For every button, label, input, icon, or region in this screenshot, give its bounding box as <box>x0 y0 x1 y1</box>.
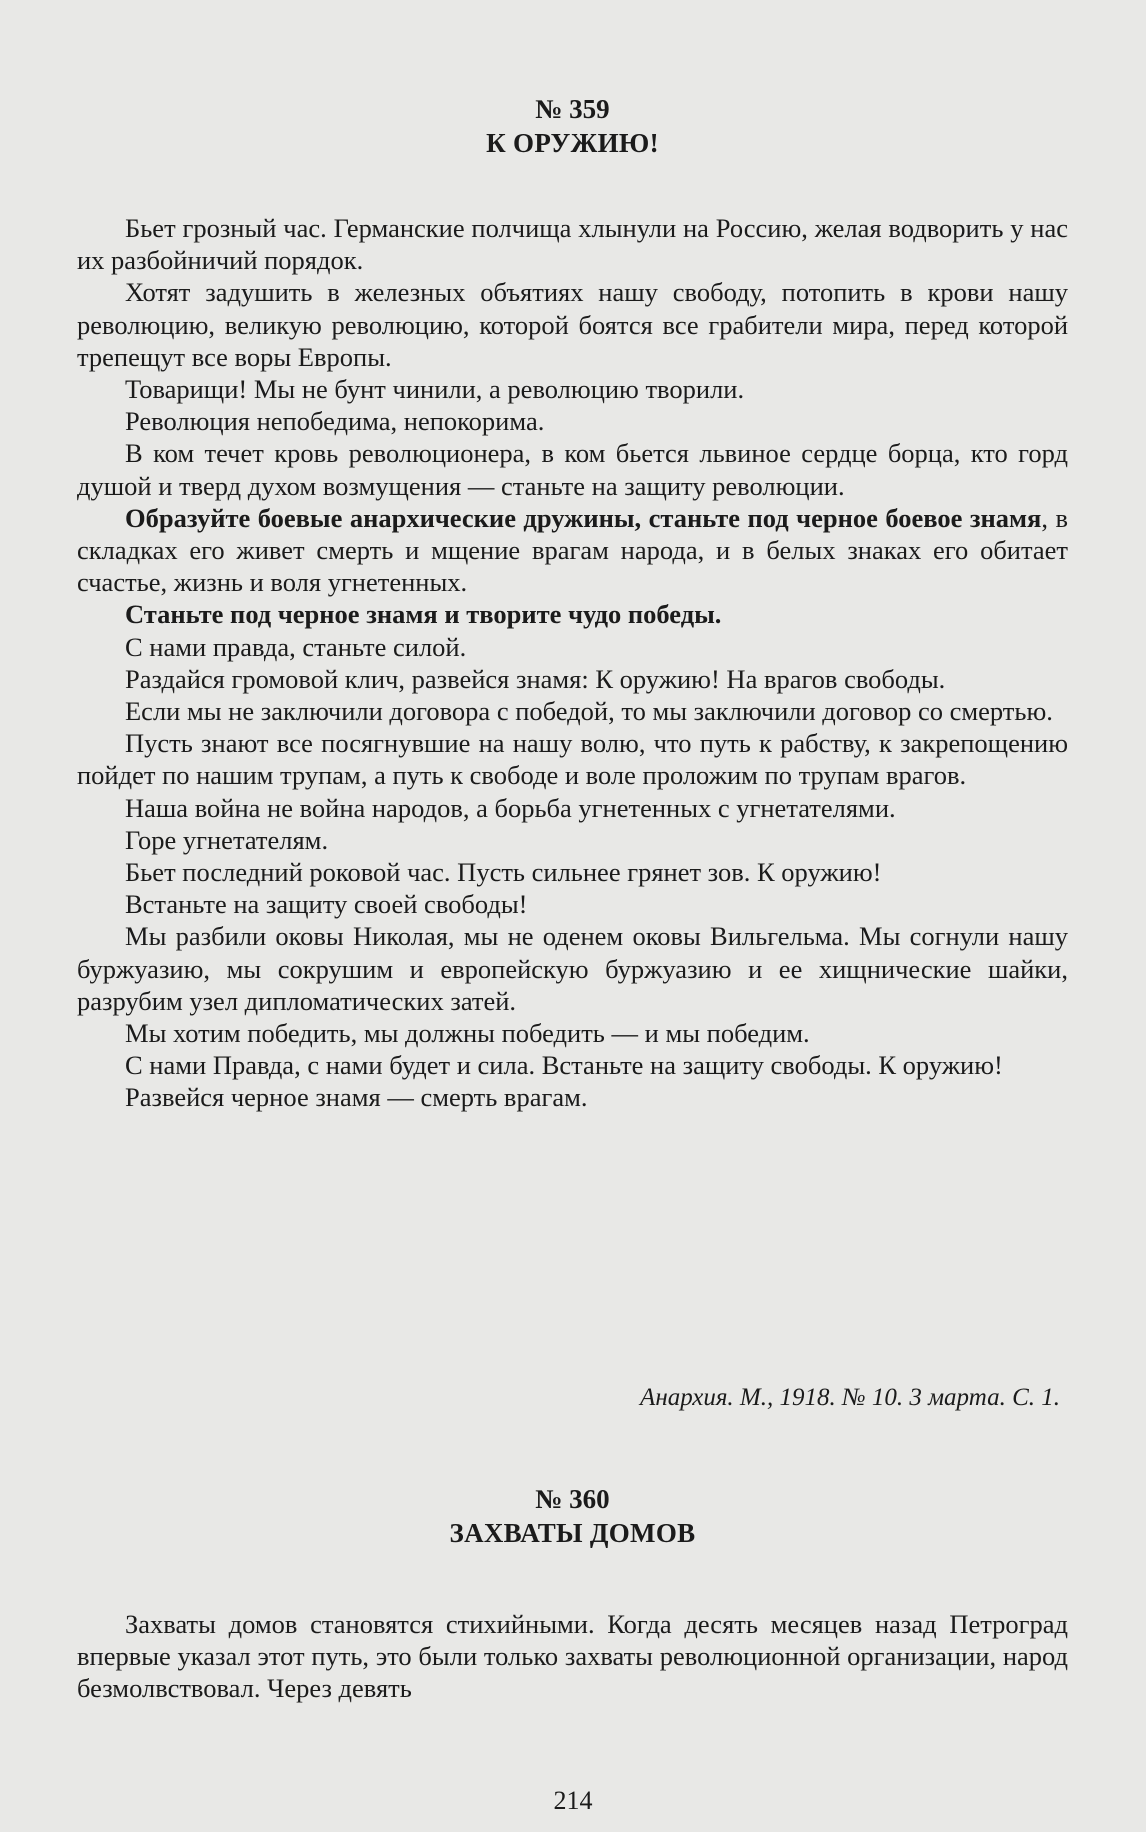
text: Бьет последний роковой час. Пусть сильнее грянет зов. К оружию! <box>125 857 882 888</box>
document-title: ЗАХВАТЫ ДОМОВ <box>449 1518 696 1548</box>
text: Развейся черное знамя — смерть врагам. <box>125 1082 588 1113</box>
paragraph <box>77 1017 1068 1049</box>
text: Мы разбили оковы Николая, мы не оденем оковы Вильгельма. Мы согнули нашу буржуазию, мы сокрушим и европейскую буржуазию и ее хищнические шайки, разрубим узел дипломатических затей. <box>77 921 1068 1016</box>
paragraph <box>77 727 1068 791</box>
bold-text: Станьте под черное знамя и творите чудо победы. <box>125 599 722 630</box>
document-360-header <box>77 1482 1068 1550</box>
page-number: 214 <box>553 1786 593 1815</box>
text: С нами правда, станьте силой. <box>125 631 467 662</box>
source-citation: Анархия. М., 1918. № 10. 3 марта. С. 1. <box>640 1384 1060 1411</box>
text: В ком течет кровь революционера, в ком бьется львиное сердце борца, кто горд душой и тверд духом возмущения — станьте на защиту революции. <box>77 438 1068 501</box>
text: Мы хотим победить, мы должны победить — и мы победим. <box>125 1018 810 1049</box>
paragraph <box>77 663 1068 695</box>
paragraph <box>77 502 1068 599</box>
paragraph <box>77 1049 1068 1081</box>
paragraph <box>77 695 1068 727</box>
text: Захваты домов становятся стихийными. Когда десять месяцев назад Петроград впервые указал этот путь, это были только захваты революционной организации, народ безмолвствовал. Через девять <box>77 1609 1068 1704</box>
paragraph <box>77 1608 1068 1705</box>
paragraph <box>77 1081 1068 1113</box>
text: Раздайся громовой клич, развейся знамя: К оружию! На врагов свободы. <box>125 663 946 694</box>
text: С нами Правда, с нами будет и сила. Встаньте на защиту свободы. К оружию! <box>125 1050 1003 1081</box>
paragraph <box>77 373 1068 405</box>
text: , в складках его живет смерть и мщение врагам народа, и в белых знаках его обитает счастье, жизнь и воля угнетенных. <box>77 502 1068 598</box>
text: Бьет грозный час. Германские полчища хлынули на Россию, желая водворить у нас их разбойничий порядок. <box>77 213 1068 276</box>
text: Пусть знают все посягнувшие на нашу волю, что путь к рабству, к закрепощению пойдет по нашим трупам, а путь к свободе и воле проложим по трупам врагов. <box>77 728 1068 791</box>
paragraph <box>77 856 1068 888</box>
paragraph <box>77 792 1068 824</box>
paragraph <box>77 276 1068 373</box>
text: Горе угнетателям. <box>125 824 329 855</box>
text: Хотят задушить в железных объятиях нашу свободу, потопить в крови нашу революцию, великую революцию, которой боятся все грабители мира, перед которой трепещут все воры Европы. <box>77 277 1068 372</box>
text: Если мы не заключили договора с победой, то мы заключили договор со смертью. <box>125 696 1053 727</box>
document-359-body <box>77 212 1068 1114</box>
paragraph <box>77 437 1068 501</box>
document-359-header <box>77 92 1068 160</box>
paragraph <box>77 888 1068 920</box>
document-360-body <box>77 1608 1068 1705</box>
paragraph <box>77 212 1068 276</box>
document-number: № 359 <box>535 94 610 124</box>
paragraph <box>77 405 1068 437</box>
paragraph <box>77 631 1068 663</box>
bold-text: Образуйте боевые анархические дружины, станьте под черное боевое знамя <box>125 502 1042 533</box>
paragraph <box>77 824 1068 856</box>
paragraph <box>77 920 1068 1017</box>
paragraph <box>77 598 1068 630</box>
text: Встаньте на защиту своей свободы! <box>125 889 528 920</box>
document-number: № 360 <box>535 1484 610 1514</box>
text: Товарищи! Мы не бунт чинили, а революцию творили. <box>125 374 745 405</box>
document-title: К ОРУЖИЮ! <box>486 128 659 158</box>
text: Наша война не война народов, а борьба угнетенных с угнетателями. <box>125 792 896 823</box>
text: Революция непобедима, непокорима. <box>125 406 545 437</box>
